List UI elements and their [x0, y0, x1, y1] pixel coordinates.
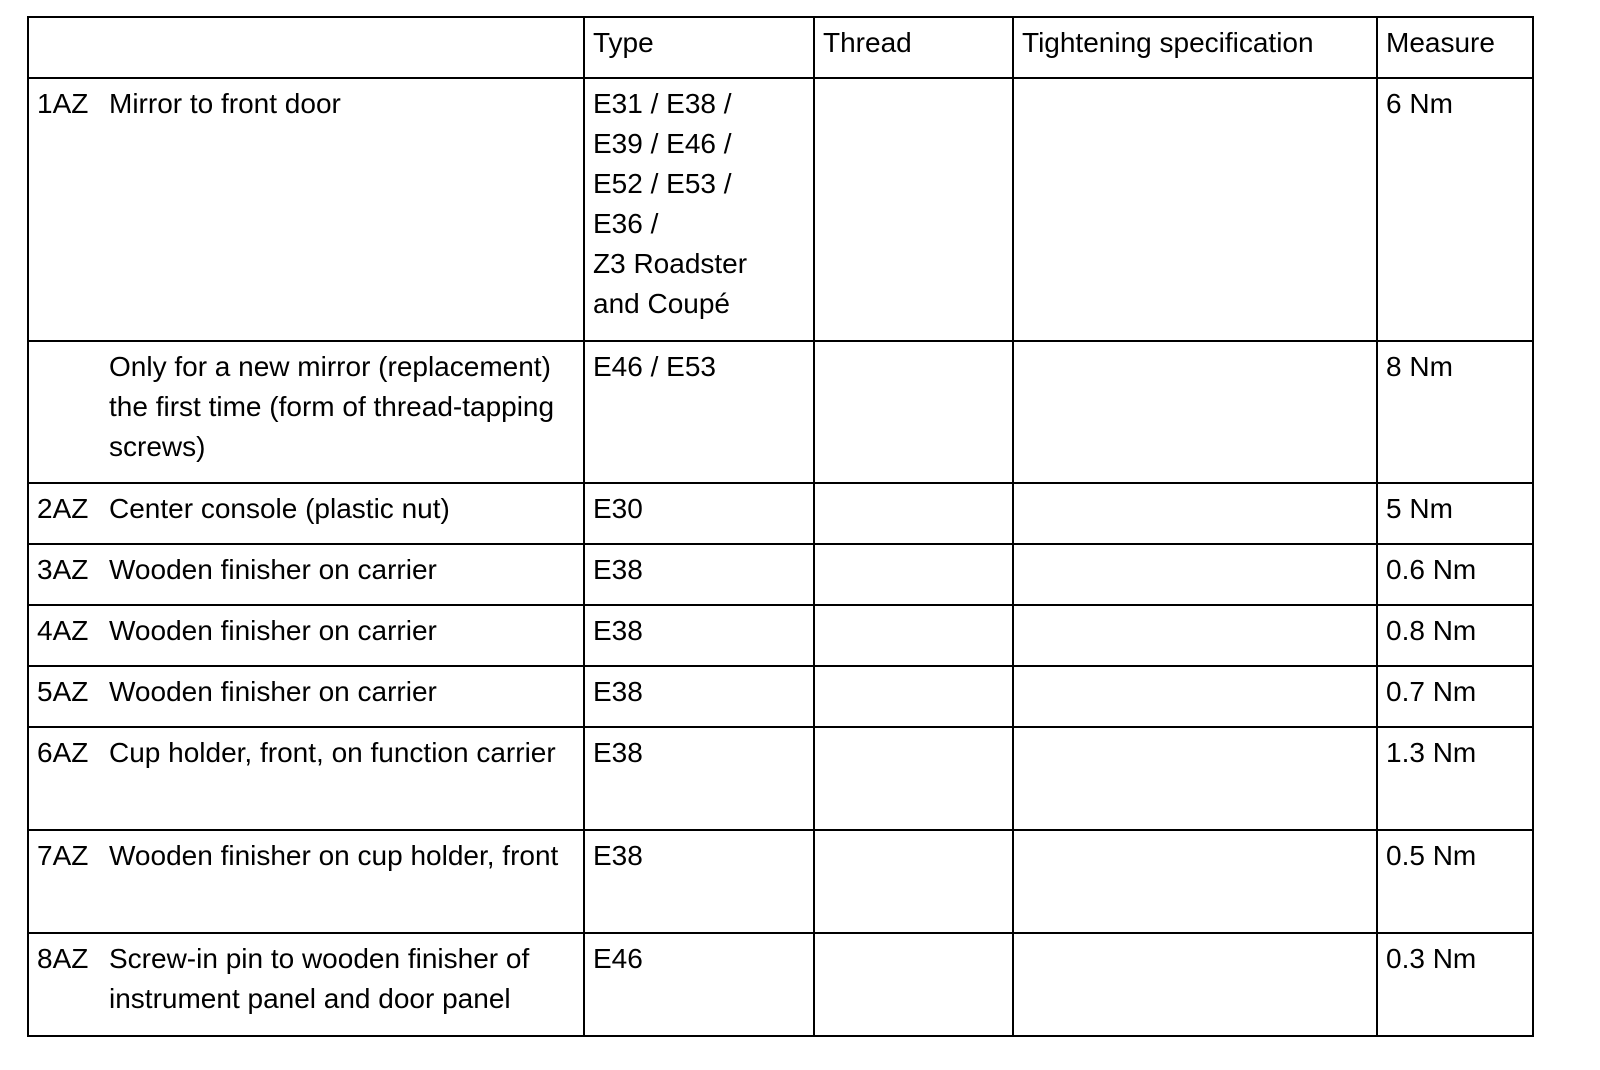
item-code: 6AZ	[37, 737, 89, 768]
table-row	[28, 78, 1533, 341]
thread-cell	[814, 544, 1013, 605]
measure-cell: 0.8 Nm	[1377, 605, 1533, 666]
type-line: E38	[593, 737, 643, 768]
type-cell	[584, 605, 814, 666]
type-line: and Coupé	[593, 288, 731, 319]
type-line: E46 / E53	[593, 351, 716, 382]
item-cell	[28, 666, 584, 727]
tightening-torque-table	[27, 16, 1534, 1037]
item-description: Cup holder, front, on function carrier	[109, 737, 556, 768]
item-description: Wooden finisher on carrier	[109, 615, 437, 646]
table-body	[28, 78, 1533, 1036]
type-cell	[584, 727, 814, 830]
type-line: Z3 Roadster	[593, 248, 748, 279]
thread-cell	[814, 830, 1013, 933]
type-cell	[584, 830, 814, 933]
thread-cell	[814, 605, 1013, 666]
tightening-cell	[1013, 78, 1377, 341]
table-row	[28, 727, 1533, 830]
item-description: Center console (plastic nut)	[109, 493, 450, 524]
table-row	[28, 544, 1533, 605]
header-thread: Thread	[814, 17, 1013, 78]
item-cell	[28, 605, 584, 666]
item-description: Screw-in pin to wooden finisher of instrument panel and door panel	[109, 943, 530, 1014]
type-cell	[584, 544, 814, 605]
table-row	[28, 605, 1533, 666]
header-tightening-specification: Tightening specification	[1013, 17, 1377, 78]
item-code: 3AZ	[37, 554, 89, 585]
table-header-row	[28, 17, 1533, 78]
item-description: Wooden finisher on cup holder, front	[109, 840, 559, 871]
table-row	[28, 341, 1533, 483]
measure-cell: 6 Nm	[1377, 78, 1533, 341]
header-type: Type	[584, 17, 814, 78]
item-description: Only for a new mirror (replacement) the first time (form of thread-tapping screws)	[109, 351, 555, 462]
tightening-cell	[1013, 483, 1377, 544]
type-line: E38	[593, 840, 643, 871]
table-row	[28, 933, 1533, 1036]
type-cell	[584, 341, 814, 483]
measure-cell: 0.6 Nm	[1377, 544, 1533, 605]
table-row	[28, 830, 1533, 933]
item-description: Wooden finisher on carrier	[109, 676, 437, 707]
type-cell	[584, 78, 814, 341]
item-cell	[28, 830, 584, 933]
type-line: E38	[593, 554, 643, 585]
item-code: 2AZ	[37, 493, 89, 524]
tightening-cell	[1013, 341, 1377, 483]
type-line: E31 / E38 /	[593, 88, 732, 119]
item-description: Mirror to front door	[109, 88, 341, 119]
item-cell	[28, 78, 584, 341]
type-line: E38	[593, 676, 643, 707]
tightening-cell	[1013, 727, 1377, 830]
type-line: E46	[593, 943, 643, 974]
thread-cell	[814, 483, 1013, 544]
thread-cell	[814, 933, 1013, 1036]
item-code: 5AZ	[37, 676, 89, 707]
measure-cell: 8 Nm	[1377, 341, 1533, 483]
type-cell	[584, 933, 814, 1036]
type-cell	[584, 483, 814, 544]
tightening-cell	[1013, 666, 1377, 727]
item-cell	[28, 933, 584, 1036]
item-description: Wooden finisher on carrier	[109, 554, 437, 585]
item-code: 1AZ	[37, 88, 89, 119]
header-item	[28, 17, 584, 78]
thread-cell	[814, 727, 1013, 830]
item-code: 7AZ	[37, 840, 89, 871]
type-line: E52 / E53 /	[593, 168, 732, 199]
tightening-cell	[1013, 605, 1377, 666]
type-line: E39 / E46 /	[593, 128, 732, 159]
measure-cell: 1.3 Nm	[1377, 727, 1533, 830]
measure-cell: 0.5 Nm	[1377, 830, 1533, 933]
thread-cell	[814, 78, 1013, 341]
item-cell	[28, 341, 584, 483]
thread-cell	[814, 341, 1013, 483]
tightening-cell	[1013, 830, 1377, 933]
header-measure: Measure	[1377, 17, 1533, 78]
type-cell	[584, 666, 814, 727]
item-cell	[28, 544, 584, 605]
tightening-cell	[1013, 933, 1377, 1036]
table-row	[28, 666, 1533, 727]
measure-cell: 0.3 Nm	[1377, 933, 1533, 1036]
item-cell	[28, 727, 584, 830]
item-code: 8AZ	[37, 943, 89, 974]
type-line: E30	[593, 493, 643, 524]
item-code: 4AZ	[37, 615, 89, 646]
measure-cell: 0.7 Nm	[1377, 666, 1533, 727]
measure-cell: 5 Nm	[1377, 483, 1533, 544]
thread-cell	[814, 666, 1013, 727]
tightening-cell	[1013, 544, 1377, 605]
type-line: E38	[593, 615, 643, 646]
item-cell	[28, 483, 584, 544]
type-line: E36 /	[593, 208, 659, 239]
table-row	[28, 483, 1533, 544]
